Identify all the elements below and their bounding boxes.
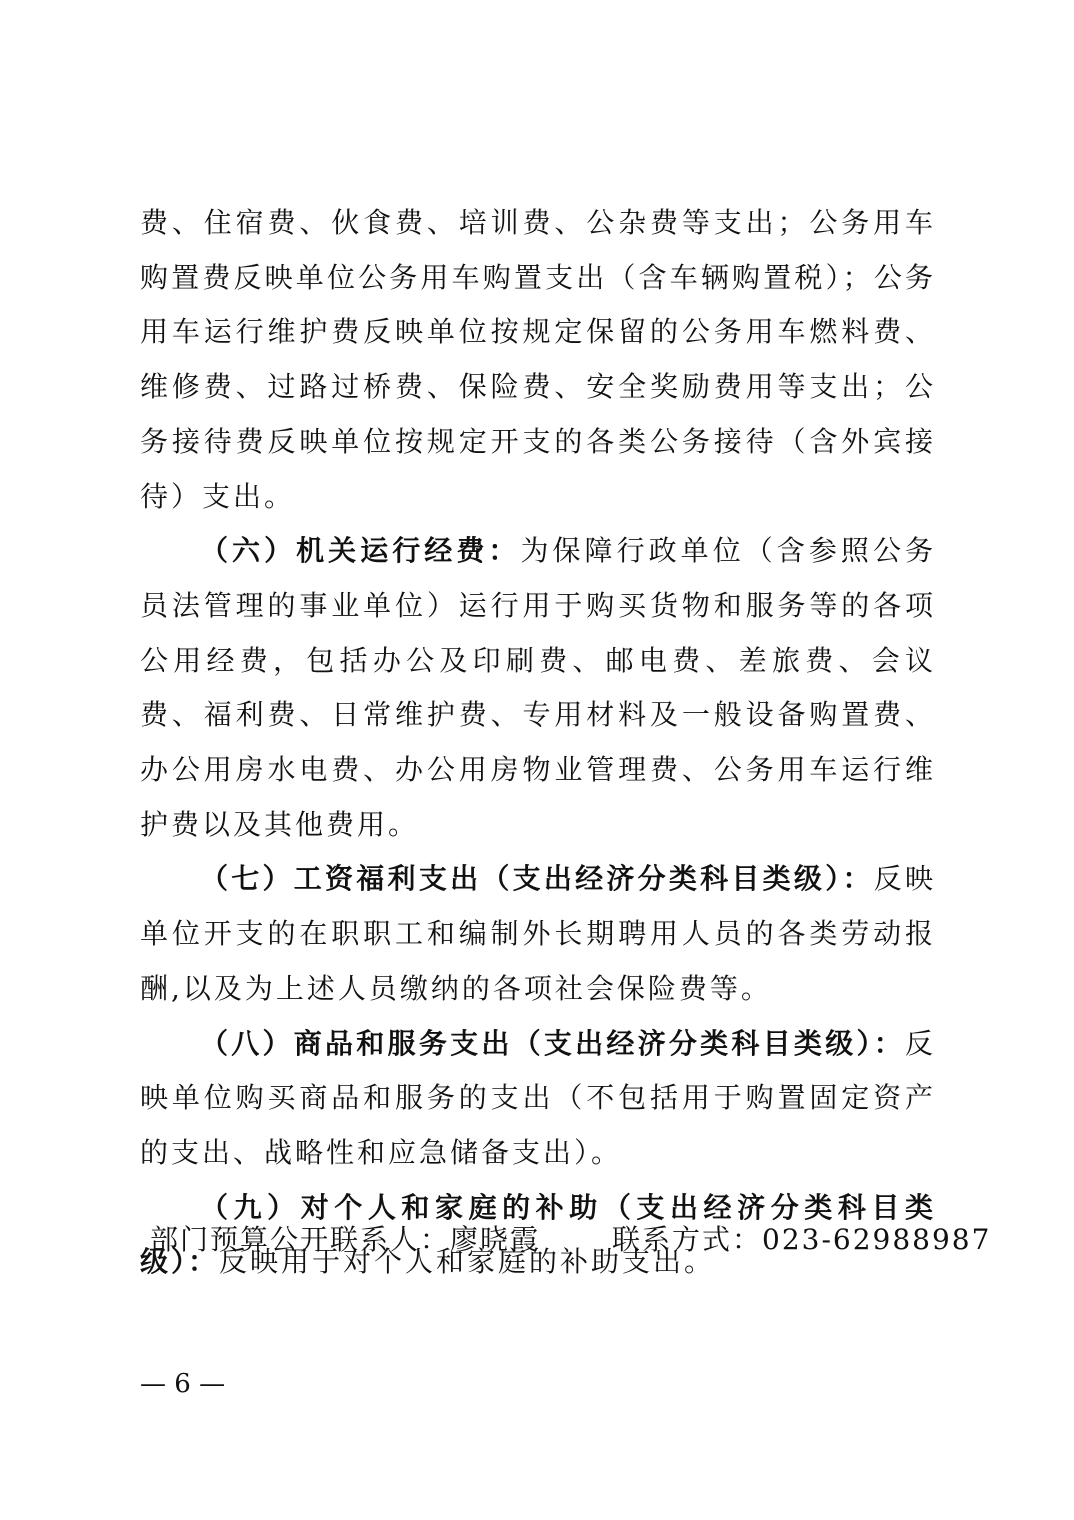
contact-person: 部门预算公开联系人：廖晓霞	[150, 1223, 541, 1256]
paragraph-item-6	[140, 524, 936, 852]
document-body	[140, 196, 936, 1290]
contact-line	[150, 1218, 992, 1262]
paragraph-heading: （七）工资福利支出（支出经济分类科目类级）：	[200, 862, 874, 896]
paragraph-text: 反映单位开支的在职职工和编制外长期聘用人员的各类劳动报酬,以及为上述人员缴纳的各项社会保险费等。	[140, 862, 936, 1005]
paragraph-item-7	[140, 852, 936, 1016]
paragraph-text: 为保障行政单位（含参照公务员法管理的事业单位）运行用于购买货物和服务等的各项公用经费，包括办公及印刷费、邮电费、差旅费、会议费、福利费、日常维护费、专用材料及一般设备购置费、办公用房水电费、办公用房物业管理费、公务用车运行维护费以及其他费用。	[140, 534, 936, 841]
paragraph-heading: （九）对个人和家庭的补助（支出经济分类科目类级）：	[140, 1190, 936, 1279]
paragraph-heading: （八）商品和服务支出（支出经济分类科目类级）：	[200, 1026, 905, 1060]
contact-phone: 联系方式：023-62988987	[612, 1223, 992, 1256]
paragraph-item-8	[140, 1017, 936, 1181]
paragraph-text: 反映用于对个人和家庭的补助支出。	[219, 1245, 716, 1279]
paragraph-continuation	[140, 196, 936, 524]
paragraph-text: 费、住宿费、伙食费、培训费、公杂费等支出；公务用车购置费反映单位公务用车购置支出（含车辆购置税）；公务用车运行维护费反映单位按规定保留的公务用车燃料费、维修费、过路过桥费、保险费、安全奖励费用等支出；公务接待费反映单位按规定开支的各类公务接待（含外宾接待）支出。	[140, 206, 936, 513]
page-number: — 6 —	[140, 1369, 226, 1399]
paragraph-text: 反映单位购买商品和服务的支出（不包括用于购置固定资产的支出、战略性和应急储备支出）。	[140, 1026, 936, 1169]
paragraph-heading: （六）机关运行经费：	[200, 534, 521, 568]
